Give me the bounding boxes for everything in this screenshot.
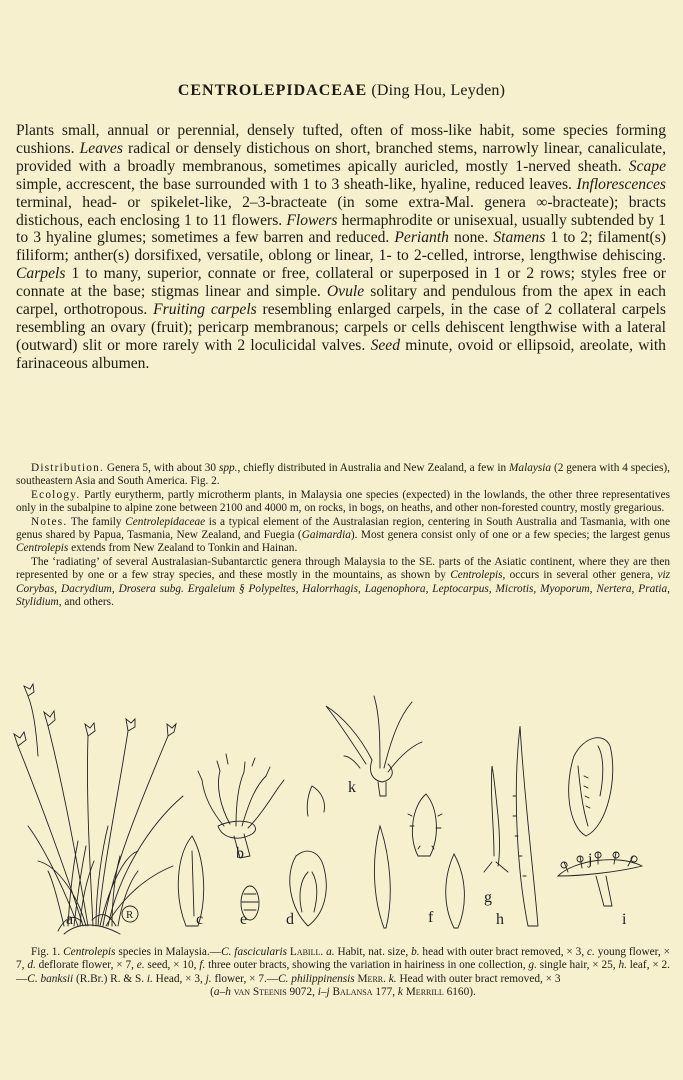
text-run: extends from New Zealand to Tonkin and Hainan. — [68, 542, 298, 555]
section-label: Distribution. — [31, 462, 105, 474]
text-run: , chiefly distributed in Australia and New Zealand, a few in — [237, 462, 510, 474]
caption-text — [16, 946, 670, 986]
caption-collections — [16, 986, 670, 999]
italic-run: b. — [411, 946, 420, 958]
italic-run: i–j — [317, 986, 330, 999]
hair-drawing-g — [484, 766, 508, 872]
author-name: Labill. — [289, 946, 324, 958]
italic-run: a. — [326, 946, 335, 958]
text-run: 9072, — [286, 986, 318, 999]
figure-label-c: c — [196, 911, 204, 928]
italic-run: k — [397, 986, 403, 999]
text-run: Habit, nat. size, — [334, 946, 412, 958]
italic-run: C. banksii — [27, 972, 74, 985]
family-name: CENTROLEPIDACEAE — [177, 82, 368, 99]
text-run: head with outer bract removed, × 3, — [419, 946, 588, 958]
italic-run: viz Corybas, Dacrydium, Drosera subg. Ergaleium § Polypeltes, Halorrhagis, Lagenophora, Leptocarpus, Microtis, Myoporum, Nertera, Pratia, Stylidium — [16, 569, 670, 609]
figure-label-h: h — [496, 911, 504, 928]
text-run: Plants small, annual or perennial, densely tufted, often of moss-like habit, some species forming cushions. — [16, 122, 666, 157]
text-run: ( — [210, 986, 214, 999]
italic-run: Perianth — [394, 229, 449, 247]
text-run: 1 to many, superior, connate or free, collateral or superposed in 1 or 2 rows; styles free or connate at the base; stigmas linear and simple. — [16, 265, 666, 301]
figure-label-j: j — [588, 851, 593, 868]
deflorate-flower-drawing-d — [290, 786, 327, 926]
flower-drawing-j — [569, 738, 613, 836]
text-run: ). Most genera consist only of one or a few species; the largest genus — [350, 529, 670, 542]
family-notes — [16, 462, 670, 609]
text-run: radical or densely distichous on short, branched stems, narrowly linear, canaliculate, provided with a broadly membranous, sometimes apically auricled, mostly 1-nerved sheath. — [16, 139, 667, 175]
author-name: Merrill — [405, 986, 444, 999]
italic-run: Seed — [370, 336, 400, 354]
text-run: The family — [67, 515, 126, 528]
text-run: leaf, × 2.— — [16, 959, 671, 985]
text-run: flower, × 7.— — [211, 972, 279, 985]
notes-paragraph — [16, 516, 670, 556]
text-run: species in Malaysia.— — [115, 946, 222, 958]
figure-label-i: i — [622, 911, 627, 928]
figure-label-b: b — [236, 845, 244, 862]
italic-run: f. — [199, 959, 206, 972]
italic-run: k. — [388, 972, 397, 985]
italic-run: Ovule — [326, 283, 365, 301]
text-run: simple, accrescent, the base surrounded with 1 to 3 sheath-like, hyaline, reduced leaves. — [16, 175, 577, 193]
italic-run: C. fascicularis — [221, 946, 288, 958]
italic-run: spp. — [218, 462, 238, 474]
family-heading — [0, 82, 683, 100]
italic-run: Inflorescences — [576, 175, 666, 193]
text-run: Fig. 1. — [31, 946, 64, 958]
text-run: 6160). — [443, 986, 476, 999]
italic-run: g. — [528, 959, 537, 972]
text-run: 177, — [372, 986, 398, 999]
botanical-illustration — [8, 676, 675, 938]
text-run: three outer bracts, showing the variation in hairiness in one collection, — [205, 959, 529, 972]
text-run: deflorate flower, × 7, — [35, 959, 137, 972]
bracts-drawing-f — [374, 794, 464, 928]
text-run: Head with outer bract removed, × 3 — [396, 972, 561, 985]
leaf-drawing-h — [513, 726, 538, 926]
section-label: Notes. — [31, 515, 68, 528]
italic-run: e. — [136, 959, 145, 972]
description-paragraph — [16, 122, 666, 373]
italic-run: Centrolepis — [16, 542, 69, 555]
figure-label-k: k — [348, 779, 356, 796]
figure-label-g: g — [484, 889, 492, 906]
text-run: Genera 5, with about 30 — [104, 462, 219, 474]
head-drawing-k — [326, 696, 422, 796]
figure-label-d: d — [286, 911, 294, 928]
distribution-paragraph — [16, 462, 670, 489]
text-run: single hair, × 25, — [536, 959, 619, 972]
italic-run: a–h — [213, 986, 231, 999]
italic-run: C. philippinensis — [278, 972, 355, 985]
text-run: (R.Br.) R. & S. — [73, 972, 147, 985]
italic-run: Centrolepidaceae — [125, 515, 206, 528]
text-run: , occurs in several other genera, — [502, 569, 658, 582]
italic-run: Flowers — [286, 211, 338, 229]
italic-run: i. — [146, 972, 153, 985]
head-drawing-i — [558, 852, 642, 906]
text-run: (2 genera with 4 species), southeastern Asia and South America. Fig. 2. — [16, 462, 670, 488]
text-run: resembling enlarged carpels, in the case of 2 collateral carpels resembling an ovary (fruit); pericarp membranous; carpels or cells dehiscent lengthwise with a lateral (outward) slit or more rarely with 2 loculicidal valves. — [16, 301, 666, 354]
text-run: Head, × 3, — [152, 972, 206, 985]
figure-label-f: f — [428, 909, 434, 926]
italic-run: Fruiting carpels — [153, 301, 257, 319]
figure-label-a: a — [66, 911, 74, 928]
italic-run: Stamens — [493, 229, 546, 247]
italic-run: Centrolepis — [63, 946, 116, 958]
radiating-paragraph — [16, 556, 670, 610]
section-label: Ecology. — [31, 488, 81, 501]
figure-caption — [16, 946, 670, 1000]
italic-run: Malaysia — [509, 462, 552, 474]
text-run: , and others. — [58, 596, 114, 609]
ecology-paragraph — [16, 489, 670, 516]
text-run: The ‘radiating’ of several Australasian-Subantarctic genera through Malaysia to the SE. parts of the Asiatic continent, where they are then represented by one or a few stray species, and these mostly in the mountains, as shown by — [16, 555, 670, 582]
family-authors: (Ding Hou, Leyden) — [367, 82, 506, 99]
author-name: Merr. — [357, 972, 386, 985]
illustration-svg — [8, 676, 675, 938]
text-run: Partly eurytherm, partly microtherm plants, in Malaysia one species (expected) in the lowlands, the other three representatives only in the subalpine to alpine zone between 2100 and 4000 m, on rocks, in bogs, on heaths, and other non-forested country, mostly gregarious. — [16, 488, 670, 515]
head-drawing-b — [198, 754, 284, 858]
text-run: hermaphrodite or unisexual, usually subtended by 1 to 3 hyaline glumes; sometimes a few barren and reduced. — [16, 211, 666, 247]
author-name: van Steenis — [233, 986, 287, 999]
text-run: young flower, × 7, — [16, 946, 671, 972]
monogram-letter: R — [126, 909, 134, 921]
italic-run: d. — [27, 959, 36, 972]
italic-run: Leaves — [79, 139, 123, 157]
text-run: terminal, head- or spikelet-like, 2–3-bracteate (in some extra-Mal. genera ∞-bracteate); bracts distichous, each enclosing 1 to 11 flowers. — [16, 193, 666, 229]
italic-run: h. — [618, 959, 627, 972]
text-run: 1 to 2; filament(s) filiform; anther(s) dorsifixed, versatile, oblong or linear, 1- to 2-celled, introrse, lengthwise dehiscing. — [16, 229, 667, 265]
text-run: solitary and pendulous from the apex in each carpel, orthotropous. — [16, 283, 666, 319]
figure-label-e: e — [240, 911, 248, 928]
italic-run: Centrolepis — [450, 569, 503, 582]
habit-drawing-a — [14, 684, 183, 934]
italic-run: c. — [587, 946, 595, 958]
italic-run: Carpels — [16, 265, 66, 283]
family-description — [16, 122, 666, 373]
italic-run: Gaimardia — [301, 529, 351, 542]
text-run: minute, ovoid or ellipsoid, areolate, with farinaceous albumen. — [16, 336, 666, 372]
text-run: seed, × 10, — [144, 959, 200, 972]
italic-run: Scape — [628, 157, 666, 175]
author-name: Balansa — [332, 986, 373, 999]
text-run: none. — [448, 229, 494, 247]
text-run: is a typical element of the Australasian region, centering in South Australia and Tasmania, with one genus shared by Papua, Tasmania, New Zealand, and Fuegia ( — [16, 515, 671, 542]
italic-run: j. — [205, 972, 212, 985]
